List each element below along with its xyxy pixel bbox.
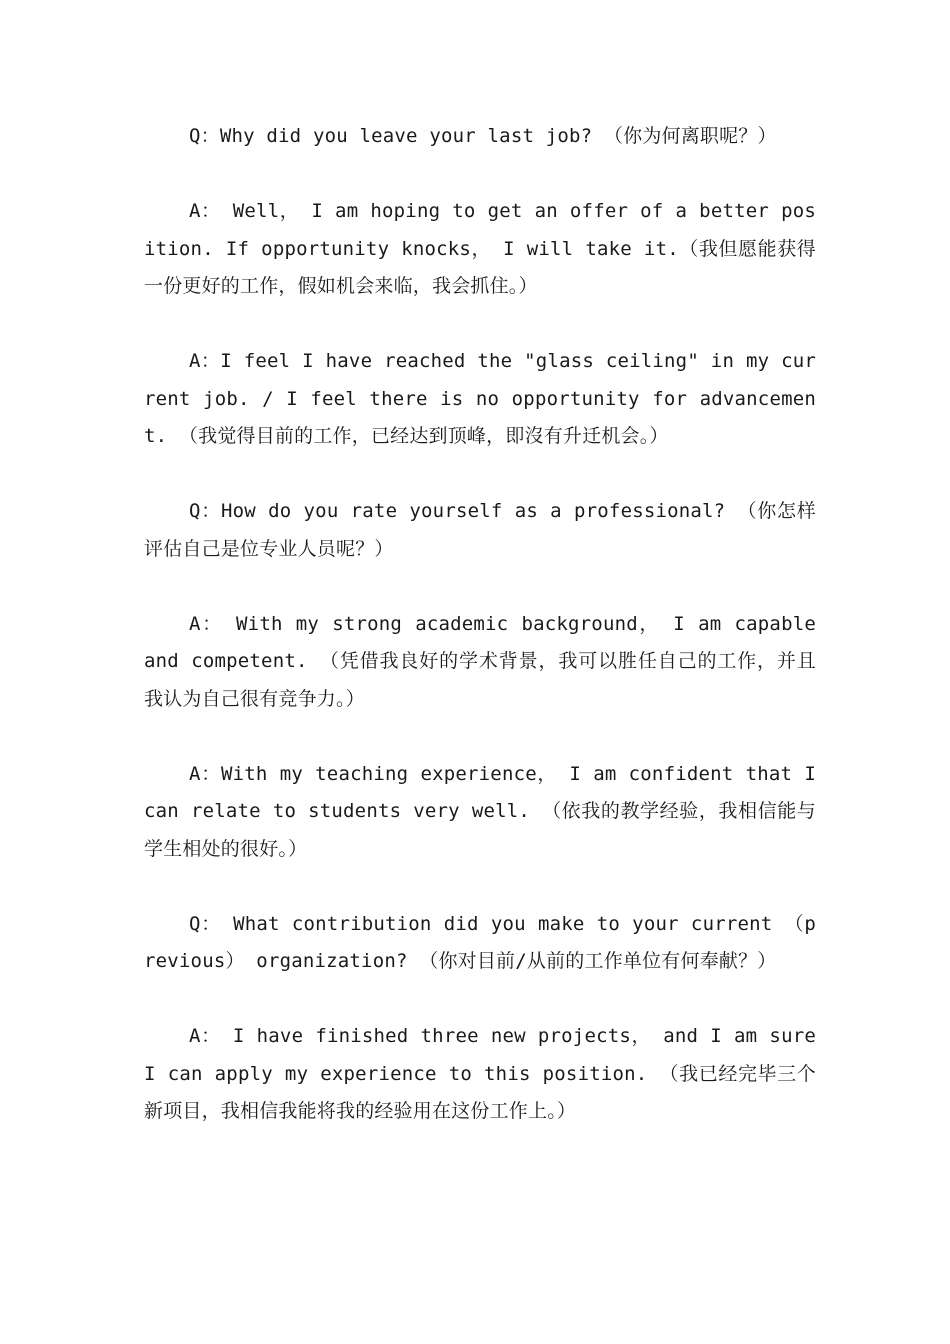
answer-paragraph: A： I have finished three new projects， and I am sure I can apply my experience to this position. （我已经完毕三个新项目，我相信我能将我的经验用在这份工作上。） [144, 1025, 816, 1122]
answer-paragraph: A：With my teaching experience， I am confident that I can relate to students very well. （依我的教学经验，我相信能与学生相处的很好。） [144, 762, 816, 860]
question-paragraph: Q：How do you rate yourself as a professional? （你怎样评估自己是位专业人员呢？） [144, 500, 816, 560]
question-paragraph: Q： What contribution did you make to your current （previous） organization? （你对目前/从前的工作单位有何奉献？） [144, 912, 816, 972]
answer-paragraph: A： Well， I am hoping to get an offer of a better position. If opportunity knocks， I will take it.（我但愿能获得一份更好的工作，假如机会来临，我会抓住。） [144, 200, 816, 297]
answer-paragraph: A： With my strong academic background， I am capable and competent. （凭借我良好的学术背景，我可以胜任自己的工作，并且我认为自己很有竞争力。） [144, 612, 816, 710]
question-paragraph: Q：Why did you leave your last job? （你为何离职呢？） [189, 125, 777, 147]
document-body [144, 118, 816, 1168]
answer-paragraph: A：I feel I have reached the "glass ceiling" in my current job. / I feel there is no opportunity for advancement. （我觉得目前的工作，已经达到顶峰，即沒有升迁机会。） [144, 350, 816, 447]
